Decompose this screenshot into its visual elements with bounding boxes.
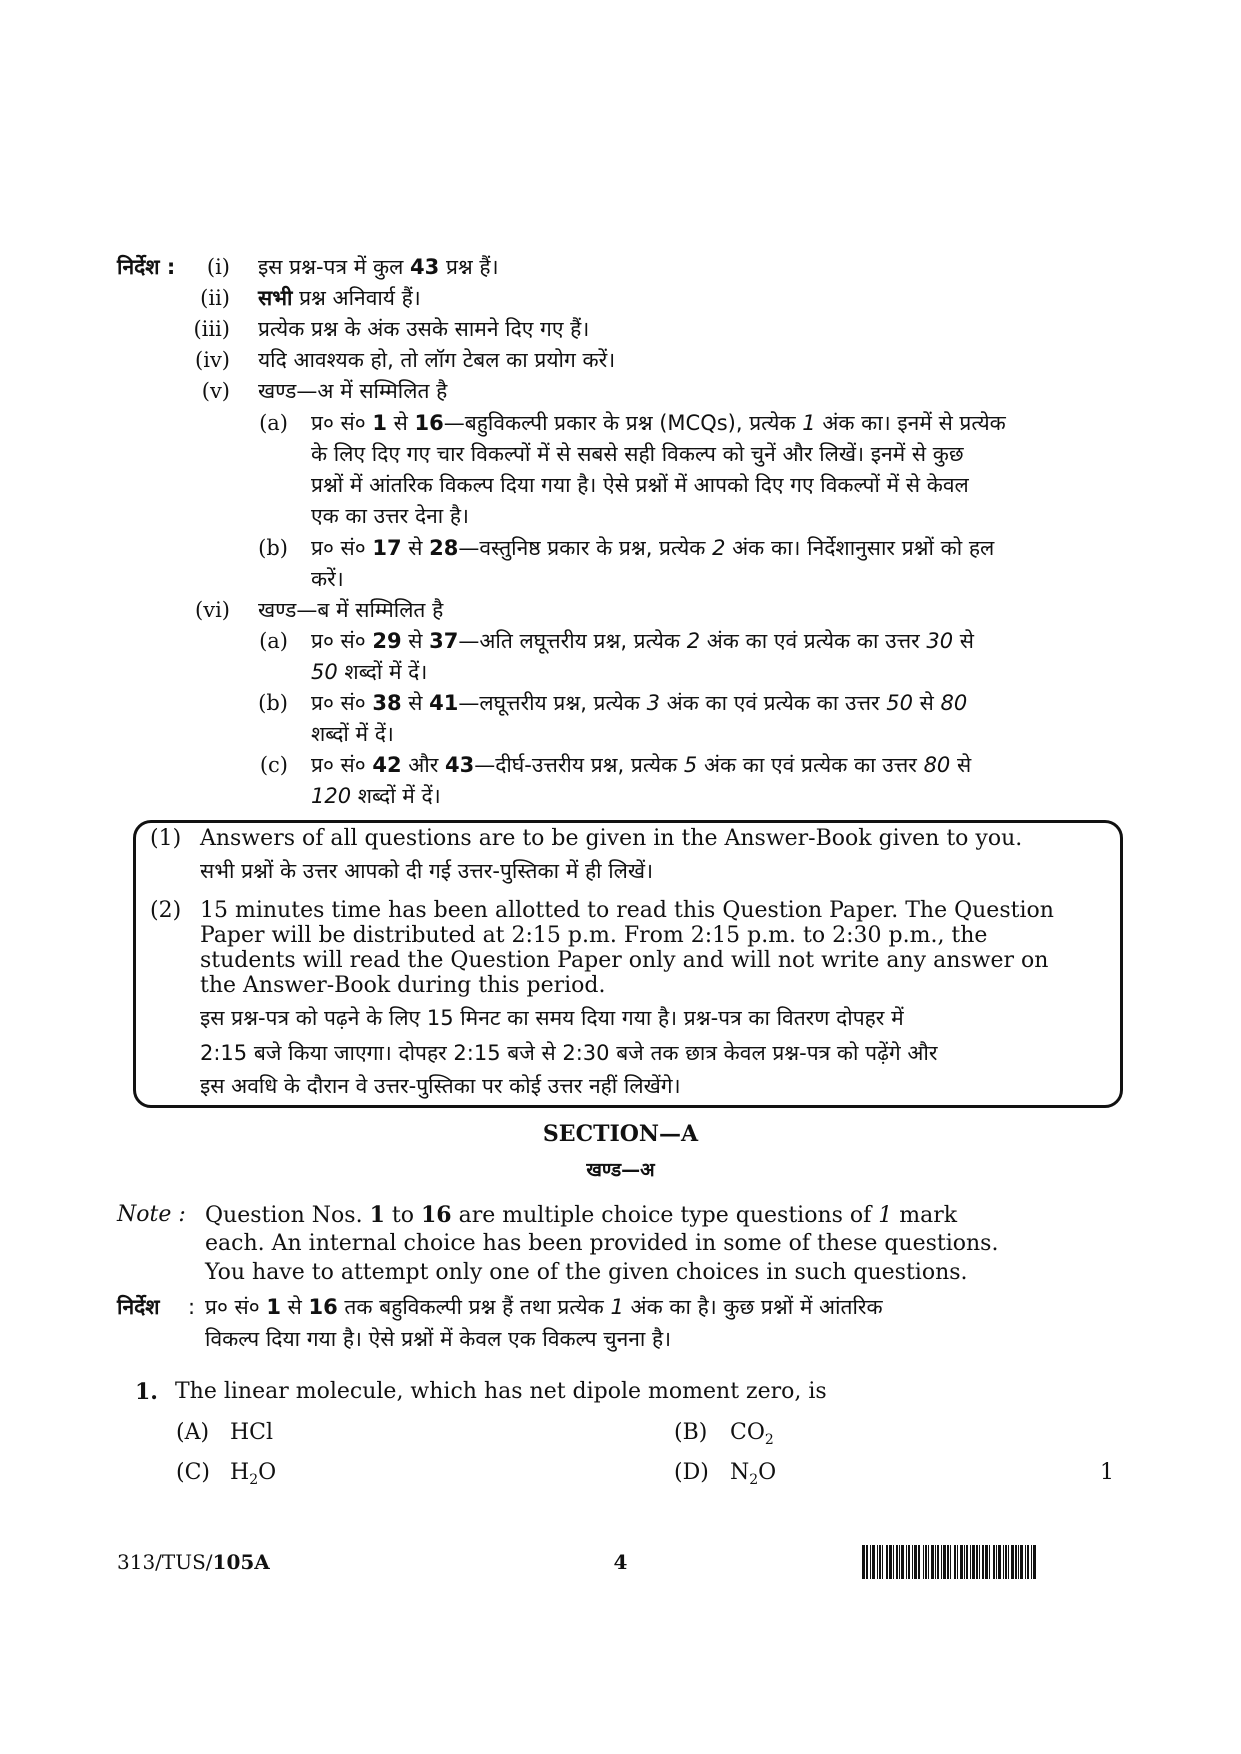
sub-instruction-line: एक का उत्तर देना है। bbox=[311, 504, 469, 528]
box-item-hindi: इस प्रश्न-पत्र को पढ़ने के लिए 15 मिनट का समय दिया गया है। प्रश्न-पत्र का वितरण दोपहर में bbox=[200, 1006, 904, 1030]
option-value: $N_2O$ bbox=[730, 1460, 777, 1488]
sub-instruction-line: 120 शब्दों में दें। bbox=[311, 784, 441, 808]
note-line: You have to attempt only one of the given choices in such questions. bbox=[205, 1260, 968, 1285]
sub-instruction-number: (b) bbox=[258, 536, 288, 560]
note-line: each. An internal choice has been provided in some of these questions. bbox=[205, 1231, 999, 1256]
instruction-number: (iv) bbox=[195, 348, 230, 372]
question-text: The linear molecule, which has net dipole moment zero, is bbox=[175, 1379, 827, 1404]
instruction-number: (i) bbox=[206, 255, 230, 279]
instructions-label: निर्देश : bbox=[117, 255, 176, 279]
nirdesh-line: विकल्प दिया गया है। ऐसे प्रश्नों में केवल एक विकल्प चुनना है। bbox=[205, 1327, 672, 1351]
instruction-text: यदि आवश्यक हो, तो लॉग टेबल का प्रयोग करें। bbox=[258, 348, 616, 372]
section-title: SECTION—A bbox=[542, 1121, 699, 1147]
instruction-text: इस प्रश्न-पत्र में कुल 43 प्रश्न हैं। bbox=[258, 255, 499, 279]
nirdesh-colon: : bbox=[188, 1295, 196, 1319]
sub-instruction-line: करें। bbox=[311, 567, 344, 591]
sub-instruction-line: शब्दों में दें। bbox=[311, 722, 394, 746]
option-value: HCl bbox=[230, 1420, 274, 1445]
sub-instruction-line: 50 शब्दों में दें। bbox=[311, 660, 428, 684]
option-value: $H_2O$ bbox=[230, 1460, 277, 1488]
sub-instruction-line: प्र० सं० 42 और 43—दीर्घ-उत्तरीय प्रश्न, प्रत्येक 5 अंक का एवं प्रत्येक का उत्तर 80 से bbox=[311, 753, 972, 777]
sub-instruction-line: प्र० सं० 1 से 16—बहुविकल्पी प्रकार के प्रश्न (MCQs), प्रत्येक 1 अंक का। इनमें से प्रत्येक bbox=[311, 411, 1006, 435]
option-label: (B) bbox=[674, 1420, 708, 1445]
instruction-text: खण्ड—ब में सम्मिलित है bbox=[258, 598, 444, 622]
page-number: 4 bbox=[613, 1550, 628, 1574]
option-label: (D) bbox=[674, 1460, 709, 1485]
instruction-text: सभी प्रश्न अनिवार्य हैं। bbox=[258, 286, 421, 310]
box-item-english: Paper will be distributed at 2:15 p.m. From 2:15 p.m. to 2:30 p.m., the bbox=[200, 923, 988, 948]
question-marks: 1 bbox=[1100, 1460, 1114, 1485]
section-title-hindi: खण्ड—अ bbox=[586, 1159, 655, 1181]
instruction-number: (ii) bbox=[200, 286, 230, 310]
sub-instruction-line: प्र० सं० 29 से 37—अति लघूत्तरीय प्रश्न, प्रत्येक 2 अंक का एवं प्रत्येक का उत्तर 30 से bbox=[311, 629, 974, 653]
option-value: $CO_2$ bbox=[730, 1420, 774, 1448]
option-label: (A) bbox=[176, 1420, 210, 1445]
sub-instruction-line: प्रश्नों में आंतरिक विकल्प दिया गया है। ऐसे प्रश्नों में आपको दिए गए विकल्पों में से केवल bbox=[311, 473, 969, 497]
sub-instruction-line: प्र० सं० 17 से 28—वस्तुनिष्ठ प्रकार के प्रश्न, प्रत्येक 2 अंक का। निर्देशानुसार प्रश्नों को हल bbox=[311, 536, 995, 560]
sub-instruction-line: के लिए दिए गए चार विकल्पों में से सबसे सही विकल्प को चुनें और लिखें। इनमें से कुछ bbox=[311, 442, 964, 466]
paper-code: 313/TUS/105A bbox=[117, 1550, 270, 1574]
option-label: (C) bbox=[176, 1460, 210, 1485]
box-item-hindi: इस अवधि के दौरान वे उत्तर-पुस्तिका पर कोई उत्तर नहीं लिखेंगे। bbox=[200, 1074, 681, 1098]
question-number: 1. bbox=[135, 1379, 158, 1405]
box-item-english: the Answer-Book during this period. bbox=[200, 973, 606, 998]
sub-instruction-line: प्र० सं० 38 से 41—लघूत्तरीय प्रश्न, प्रत्येक 3 अंक का एवं प्रत्येक का उत्तर 50 से 80 bbox=[311, 691, 968, 715]
box-item-english: Answers of all questions are to be given in the Answer-Book given to you. bbox=[200, 826, 1023, 851]
box-item-number: (2) bbox=[150, 898, 182, 923]
instruction-text: प्रत्येक प्रश्न के अंक उसके सामने दिए गए हैं। bbox=[258, 317, 590, 341]
barcode-image bbox=[862, 1545, 1124, 1579]
box-item-number: (1) bbox=[150, 826, 182, 851]
nirdesh-line: प्र० सं० 1 से 16 तक बहुविकल्पी प्रश्न हैं तथा प्रत्येक 1 अंक का है। कुछ प्रश्नों में आंतरिक bbox=[205, 1295, 883, 1319]
sub-instruction-number: (a) bbox=[259, 629, 288, 653]
instruction-text: खण्ड—अ में सम्मिलित है bbox=[258, 379, 448, 403]
box-item-english: 15 minutes time has been allotted to read this Question Paper. The Question bbox=[200, 898, 1054, 923]
sub-instruction-number: (c) bbox=[259, 753, 288, 777]
box-item-hindi: सभी प्रश्नों के उत्तर आपको दी गई उत्तर-पुस्तिका में ही लिखें। bbox=[200, 859, 654, 883]
note-label: Note : bbox=[117, 1202, 186, 1227]
box-item-hindi: 2:15 बजे किया जाएगा। दोपहर 2:15 बजे से 2:30 बजे तक छात्र केवल प्रश्न-पत्र को पढ़ेंगे और bbox=[200, 1041, 938, 1065]
sub-instruction-number: (a) bbox=[259, 411, 288, 435]
note-line: Question Nos. 1 to 16 are multiple choice type questions of 1 mark bbox=[205, 1202, 958, 1228]
instruction-number: (vi) bbox=[195, 598, 230, 622]
instruction-number: (iii) bbox=[193, 317, 230, 341]
box-item-english: students will read the Question Paper only and will not write any answer on bbox=[200, 948, 1049, 973]
nirdesh-label: निर्देश bbox=[117, 1295, 160, 1319]
sub-instruction-number: (b) bbox=[258, 691, 288, 715]
instruction-number: (v) bbox=[201, 379, 230, 403]
